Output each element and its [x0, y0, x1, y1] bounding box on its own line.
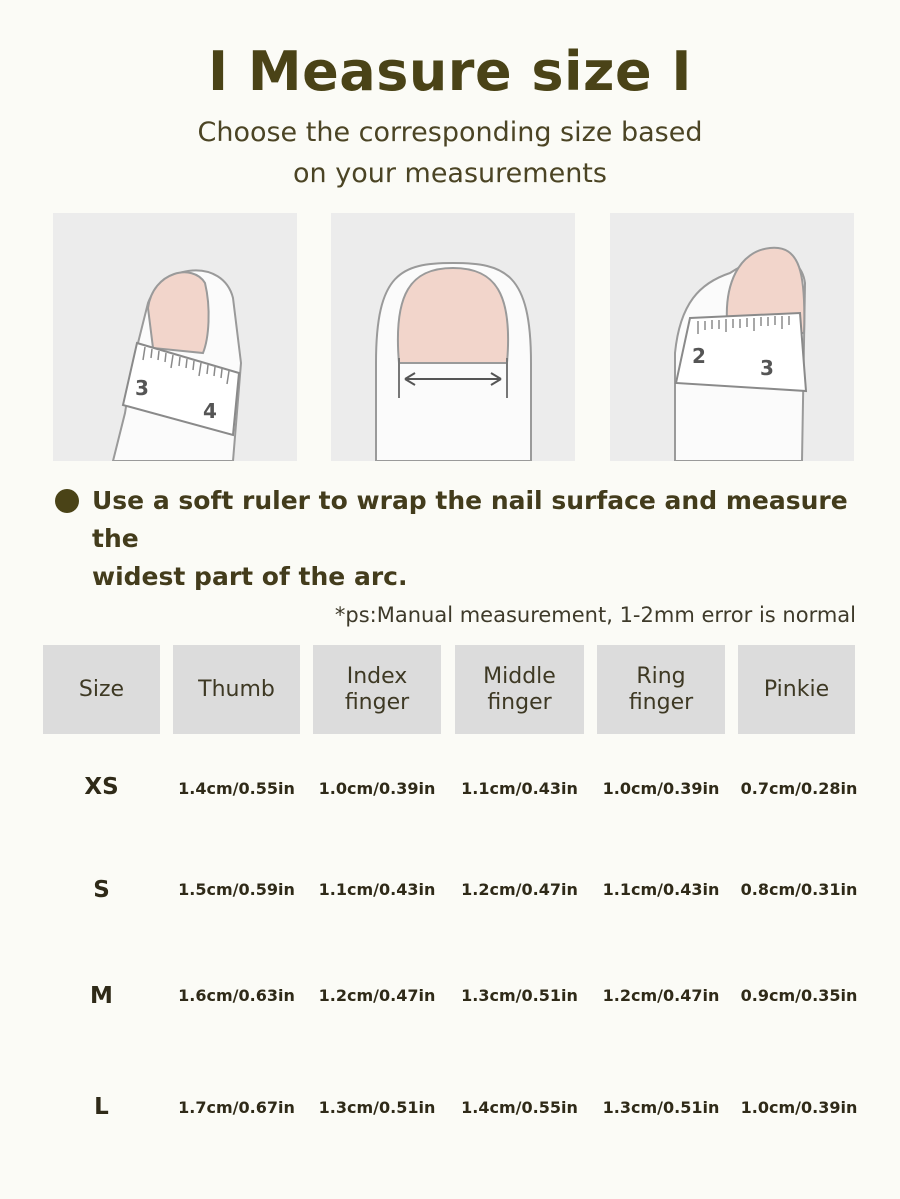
- ruler-number-left-2: 4: [203, 399, 217, 423]
- cell-s-pinkie: 0.8cm/0.31in: [740, 880, 858, 899]
- header-pinkie-line-1: Pinkie: [763, 676, 830, 702]
- cell-s-index: 1.1cm/0.43in: [318, 880, 436, 899]
- illustration-nail-width: [331, 213, 575, 461]
- cell-s-middle: 1.2cm/0.47in: [461, 880, 578, 899]
- cell-l-index: 1.3cm/0.51in: [318, 1098, 436, 1117]
- cell-xs-pinkie: 0.7cm/0.28in: [740, 779, 858, 798]
- illustration-finger-measure: [610, 213, 854, 461]
- cell-l-thumb: 1.7cm/0.67in: [178, 1098, 295, 1117]
- thumb-ruler-icon: [53, 213, 297, 461]
- illustration-thumb-measure: [53, 213, 297, 461]
- measurement-note: *ps:Manual measurement, 1-2mm error is normal: [334, 603, 856, 627]
- cell-l-pinkie: 1.0cm/0.39in: [740, 1098, 858, 1117]
- nail-width-arrow-icon: [331, 213, 575, 461]
- measuring-tip: [55, 482, 855, 596]
- header-index-line-1: Index: [346, 663, 408, 689]
- tip-line-2: widest part of the arc.: [92, 562, 408, 591]
- header-index-finger: [313, 645, 441, 734]
- header-ring-finger: [597, 645, 725, 734]
- header-middle-line-1: Middle: [483, 663, 556, 689]
- cell-xs-thumb: 1.4cm/0.55in: [178, 779, 295, 798]
- row-label-l: L: [94, 1094, 109, 1120]
- header-index-line-2: finger: [344, 689, 410, 715]
- page-subtitle: [150, 112, 750, 194]
- header-middle-line-2: finger: [487, 689, 552, 715]
- ruler-number-left-1: 3: [135, 376, 149, 400]
- bullet-dot-icon: [55, 489, 79, 513]
- cell-xs-middle: 1.1cm/0.43in: [461, 779, 578, 798]
- subtitle-line-2: on your measurements: [293, 158, 607, 189]
- header-thumb-line-1: Thumb: [198, 676, 275, 702]
- header-ring-line-2: finger: [628, 689, 694, 715]
- ruler-number-right-2: 3: [760, 356, 774, 380]
- cell-l-middle: 1.4cm/0.55in: [461, 1098, 578, 1117]
- header-middle-finger: [455, 645, 584, 734]
- row-label-xs: XS: [84, 774, 119, 800]
- row-label-s: S: [93, 877, 110, 903]
- cell-m-ring: 1.2cm/0.47in: [602, 986, 720, 1005]
- cell-s-thumb: 1.5cm/0.59in: [178, 880, 295, 899]
- row-label-m: M: [90, 983, 113, 1009]
- tip-line-1: Use a soft ruler to wrap the nail surface and measure the: [92, 486, 848, 553]
- cell-m-index: 1.2cm/0.47in: [318, 986, 436, 1005]
- ruler-number-right-1: 2: [692, 344, 706, 368]
- header-size-line-1: Size: [78, 676, 125, 702]
- cell-m-pinkie: 0.9cm/0.35in: [740, 986, 858, 1005]
- header-size: [43, 645, 160, 734]
- finger-ruler-icon: [610, 213, 854, 461]
- header-pinkie: [738, 645, 855, 734]
- header-ring-line-1: Ring: [636, 663, 686, 689]
- cell-xs-index: 1.0cm/0.39in: [318, 779, 436, 798]
- cell-xs-ring: 1.0cm/0.39in: [602, 779, 720, 798]
- subtitle-line-1: Choose the corresponding size based: [197, 117, 703, 148]
- cell-m-thumb: 1.6cm/0.63in: [178, 986, 295, 1005]
- cell-m-middle: 1.3cm/0.51in: [461, 986, 578, 1005]
- header-thumb: [173, 645, 300, 734]
- cell-l-ring: 1.3cm/0.51in: [602, 1098, 720, 1117]
- page-title: I Measure size I: [208, 40, 692, 103]
- cell-s-ring: 1.1cm/0.43in: [602, 880, 720, 899]
